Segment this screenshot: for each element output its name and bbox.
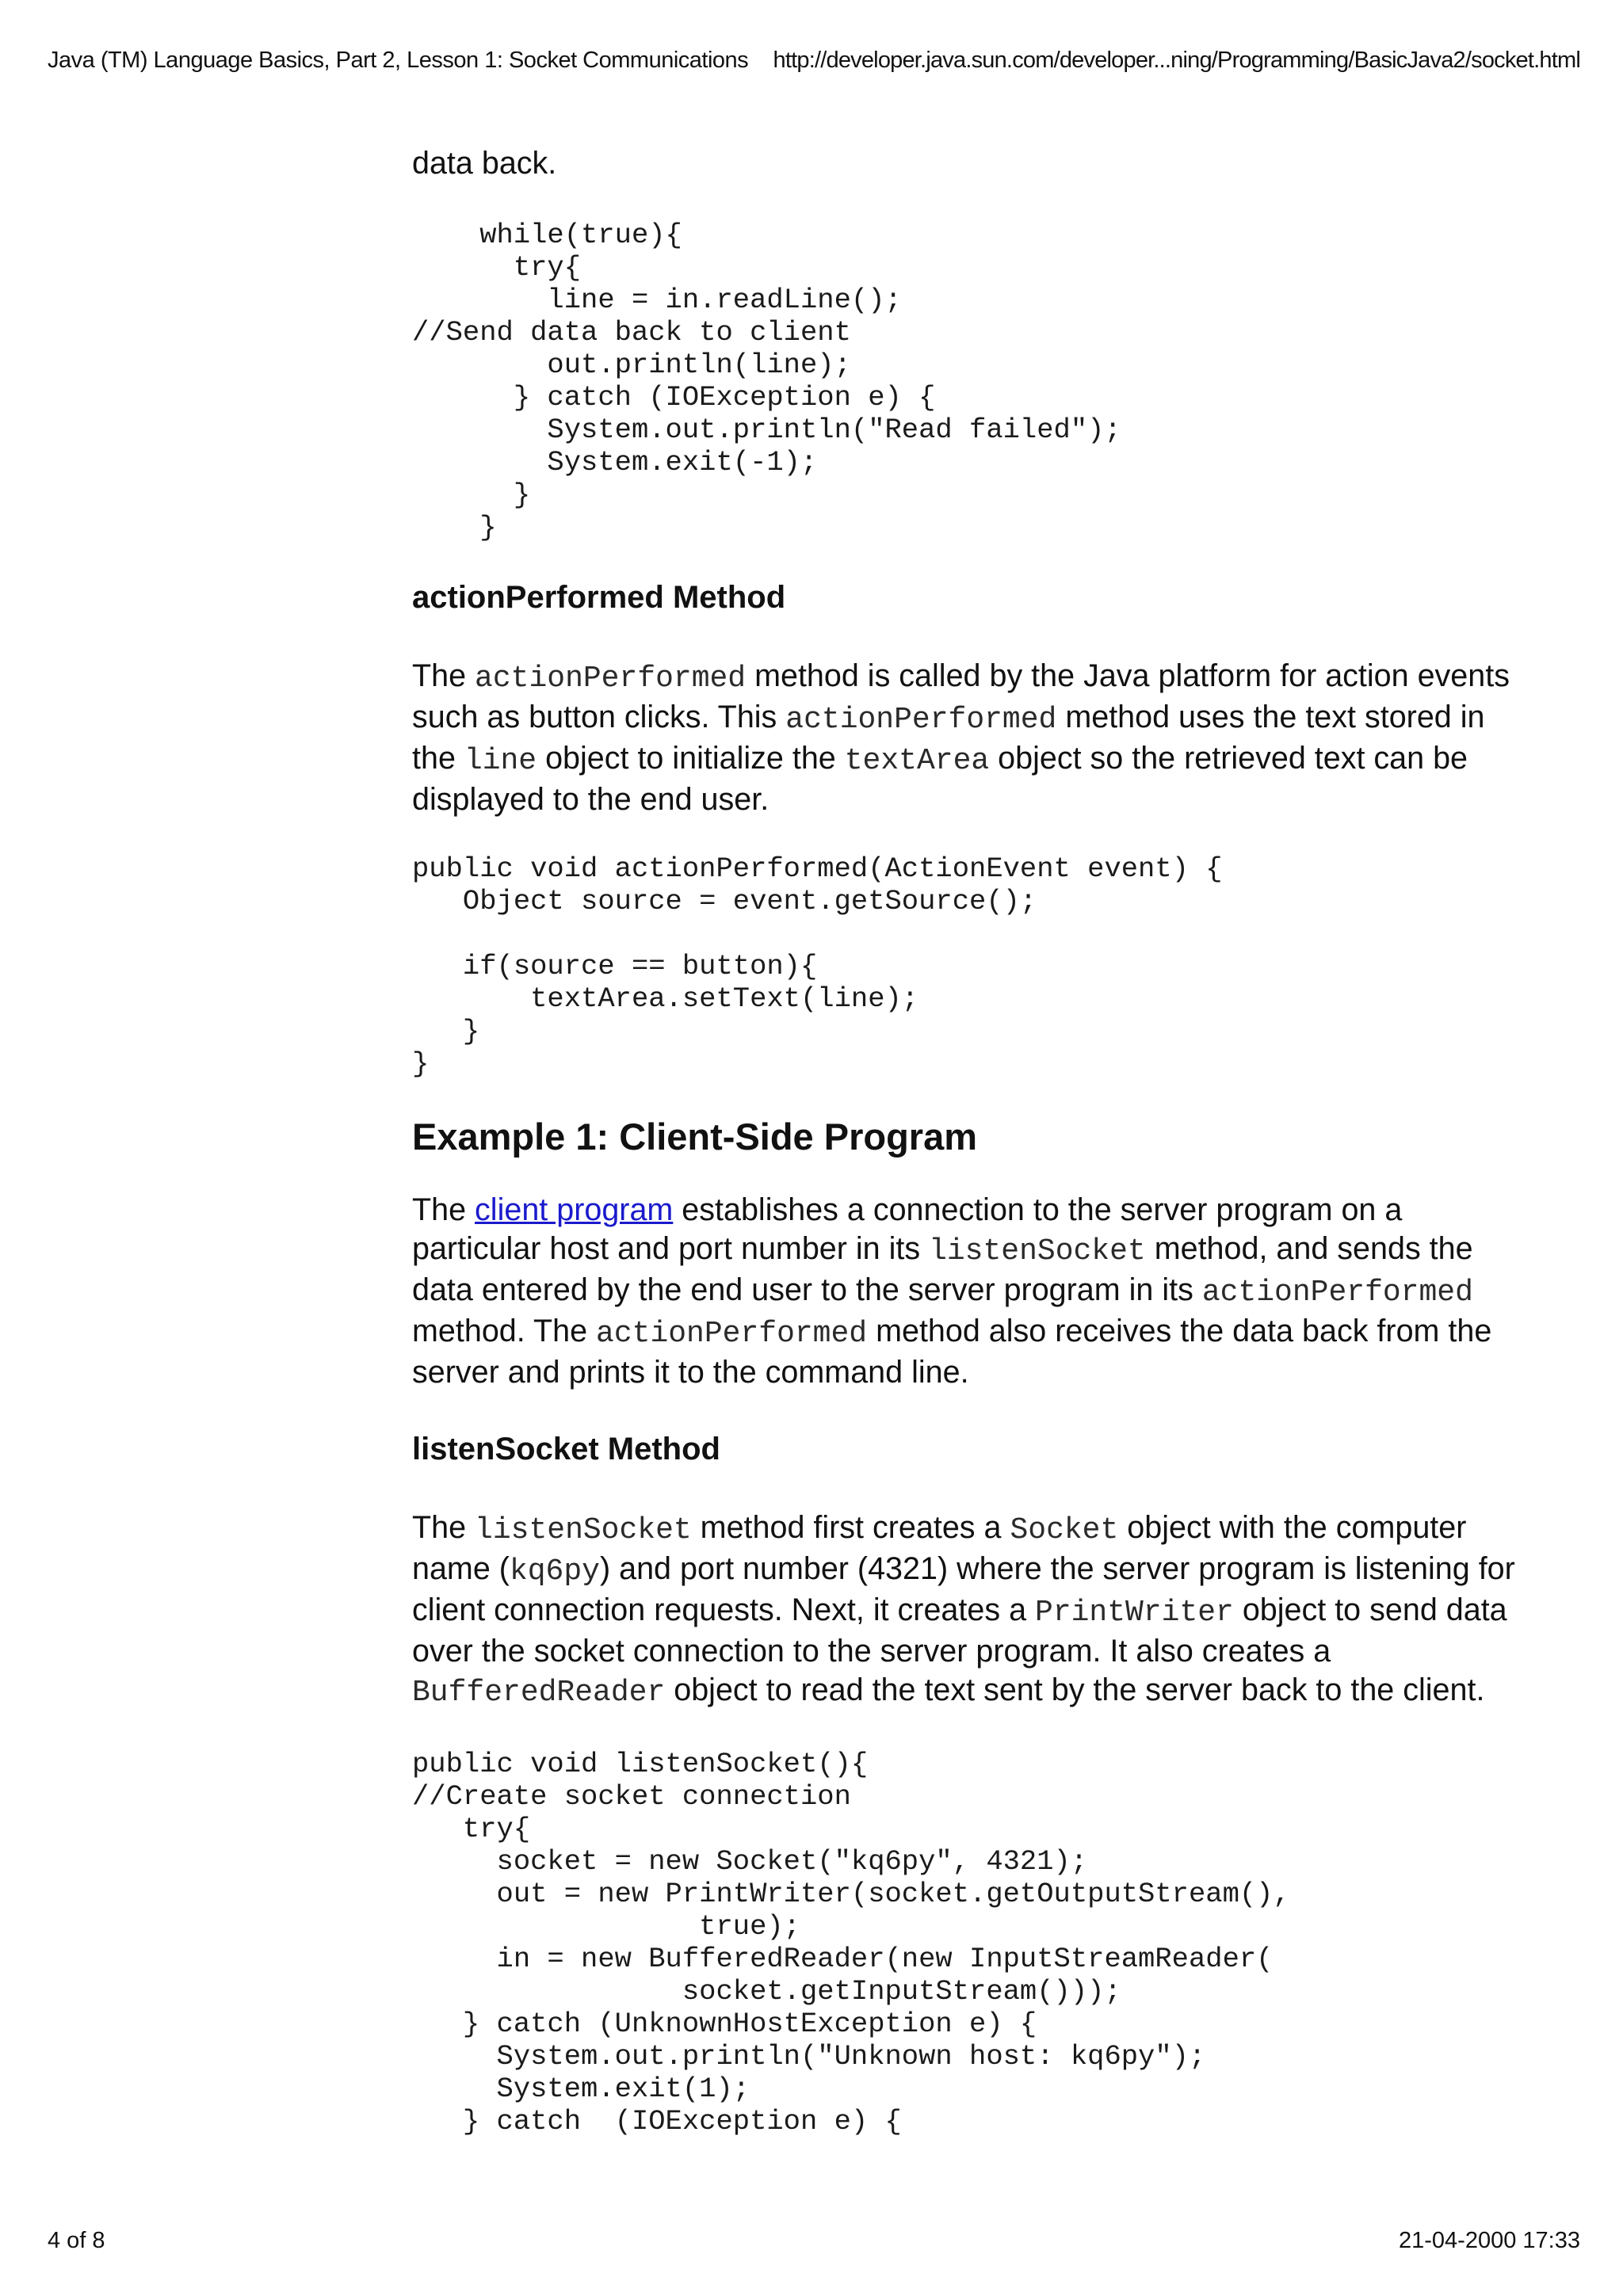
- heading-actionperformed-method: actionPerformed Method: [412, 580, 786, 615]
- inline-code: line: [464, 744, 537, 778]
- inline-code: actionPerformed: [475, 662, 747, 696]
- code-block-actionperformed: public void actionPerformed(ActionEvent event) { Object source = event.getSource(); if(source == button){ textArea.setText(line); } }: [412, 852, 1223, 1080]
- header-page-title: Java (TM) Language Basics, Part 2, Lesson 1: Socket Communications: [48, 48, 749, 73]
- heading-listensocket-method: listenSocket Method: [412, 1432, 720, 1466]
- listensocket-paragraph: The listenSocket method first creates a Socket object with the computer name (kq6py) and port number (4321) where the server program is listening for client connection requests. Next, it creates a PrintWriter object to send data over the socket connection to the server program. It also creates a BufferedReader object to read the text sent by the server back to the client.: [412, 1510, 1515, 1710]
- inline-code: listenSocket: [929, 1234, 1146, 1268]
- inline-code: Socket: [1010, 1513, 1119, 1547]
- footer-page-number: 4 of 8: [48, 2228, 105, 2253]
- heading-example-1: Example 1: Client-Side Program: [412, 1116, 978, 1158]
- inline-code: kq6py: [509, 1554, 600, 1589]
- inline-code: listenSocket: [475, 1513, 692, 1547]
- inline-code: actionPerformed: [1201, 1276, 1473, 1310]
- print-footer: [0, 2218, 1623, 2266]
- intro-tail-text: data back.: [412, 146, 557, 181]
- actionperformed-paragraph: The actionPerformed method is called by the Java platform for action events such as button clicks. This actionPerformed method uses the text stored in the line object to initialize the textArea object so the retrieved text can be displayed to the end user.: [412, 658, 1510, 817]
- code-block-read-loop: while(true){ try{ line = in.readLine(); //Send data back to client out.println(line); } catch (IOException e) { System.out.println("Read failed"); System.exit(-1); } }: [412, 219, 1121, 543]
- inline-code: BufferedReader: [412, 1676, 666, 1710]
- print-header: [0, 0, 1623, 127]
- client-program-link[interactable]: client program: [475, 1192, 674, 1227]
- example-paragraph: The client program establishes a connection to the server program on a particular host and port number in its listenSocket method, and sends the data entered by the end user to the server program in its actionPerformed method. The actionPerformed method also receives the data back from the server and prints it to the command line.: [412, 1192, 1492, 1390]
- document-body: [412, 144, 1522, 2138]
- code-block-listensocket: public void listenSocket(){ //Create socket connection try{ socket = new Socket("kq6py", 4321); out = new PrintWriter(socket.getOutputStream(), true); in = new BufferedReader(new InputStreamReader( socket.getInputStream())); } catch (UnknownHostException e) { System.out.println("Unknown host: kq6py"); System.exit(1); } catch (IOException e) {: [412, 1748, 1290, 2138]
- footer-datetime: 21-04-2000 17:33: [1399, 2228, 1580, 2253]
- inline-code: PrintWriter: [1035, 1596, 1234, 1630]
- inline-code: actionPerformed: [596, 1317, 868, 1351]
- inline-code: textArea: [844, 744, 990, 778]
- inline-code: actionPerformed: [785, 703, 1057, 737]
- header-page-url: http://developer.java.sun.com/developer...ning/Programming/BasicJava2/socket.html: [773, 48, 1580, 73]
